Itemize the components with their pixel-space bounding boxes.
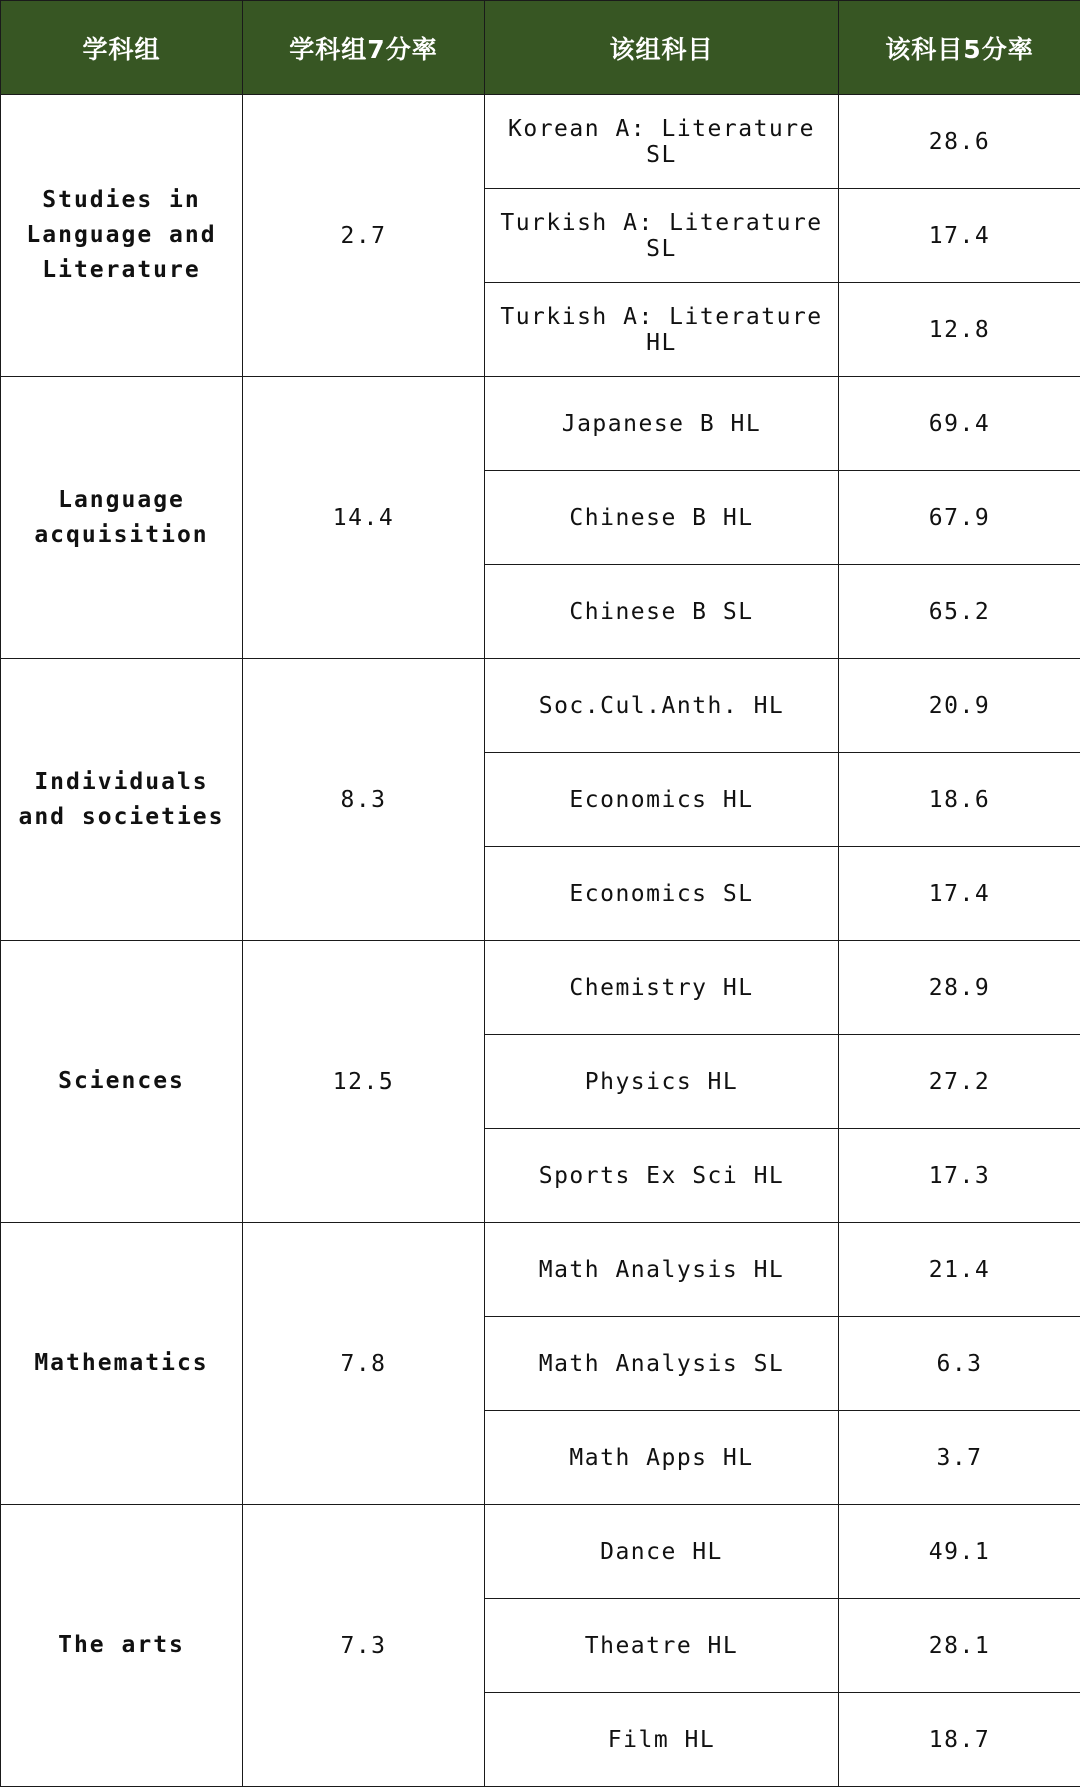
subject-rate: 21.4 bbox=[839, 1223, 1080, 1317]
header-group-rate: 学科组7分率 bbox=[243, 1, 485, 95]
subject-rate: 65.2 bbox=[839, 565, 1080, 659]
subject-name: Physics HL bbox=[485, 1035, 839, 1129]
group-rate: 7.3 bbox=[243, 1505, 485, 1787]
header-subject: 该组科目 bbox=[485, 1, 839, 95]
table-row bbox=[1, 1505, 1080, 1599]
subject-rate: 28.1 bbox=[839, 1599, 1080, 1693]
subject-rate: 69.4 bbox=[839, 377, 1080, 471]
subject-name: Math Apps HL bbox=[485, 1411, 839, 1505]
subject-name: Chemistry HL bbox=[485, 941, 839, 1035]
subject-name: Math Analysis SL bbox=[485, 1317, 839, 1411]
group-rate: 12.5 bbox=[243, 941, 485, 1223]
subject-name: Turkish A: Literature HL bbox=[485, 283, 839, 377]
table-row bbox=[1, 95, 1080, 189]
header-subject-rate: 该科目5分率 bbox=[839, 1, 1080, 95]
subject-rate: 18.7 bbox=[839, 1693, 1080, 1787]
group-name: Individuals and societies bbox=[1, 659, 243, 941]
table-row bbox=[1, 941, 1080, 1035]
subject-rate: 27.2 bbox=[839, 1035, 1080, 1129]
group-name: The arts bbox=[1, 1505, 243, 1787]
subject-name: Korean A: Literature SL bbox=[485, 95, 839, 189]
subject-name: Dance HL bbox=[485, 1505, 839, 1599]
header-row bbox=[1, 1, 1080, 95]
table-row bbox=[1, 1223, 1080, 1317]
group-rate: 2.7 bbox=[243, 95, 485, 377]
subject-name: Economics HL bbox=[485, 753, 839, 847]
group-name: Mathematics bbox=[1, 1223, 243, 1505]
subject-rate: 18.6 bbox=[839, 753, 1080, 847]
group-rate: 7.8 bbox=[243, 1223, 485, 1505]
subject-rate: 28.9 bbox=[839, 941, 1080, 1035]
group-name: Sciences bbox=[1, 941, 243, 1223]
subject-name: Theatre HL bbox=[485, 1599, 839, 1693]
table-row bbox=[1, 659, 1080, 753]
subject-name: Sports Ex Sci HL bbox=[485, 1129, 839, 1223]
subject-rate: 49.1 bbox=[839, 1505, 1080, 1599]
subject-name: Chinese B HL bbox=[485, 471, 839, 565]
subject-name: Japanese B HL bbox=[485, 377, 839, 471]
subject-rate: 17.4 bbox=[839, 847, 1080, 941]
group-name: Language acquisition bbox=[1, 377, 243, 659]
subject-rate: 67.9 bbox=[839, 471, 1080, 565]
table-row bbox=[1, 377, 1080, 471]
subject-rate: 20.9 bbox=[839, 659, 1080, 753]
subject-rate: 17.4 bbox=[839, 189, 1080, 283]
subject-rate: 6.3 bbox=[839, 1317, 1080, 1411]
subject-name: Chinese B SL bbox=[485, 565, 839, 659]
subject-name: Soc.Cul.Anth. HL bbox=[485, 659, 839, 753]
subject-name: Turkish A: Literature SL bbox=[485, 189, 839, 283]
group-rate: 8.3 bbox=[243, 659, 485, 941]
subject-rate: 28.6 bbox=[839, 95, 1080, 189]
subject-name: Film HL bbox=[485, 1693, 839, 1787]
subject-rate: 3.7 bbox=[839, 1411, 1080, 1505]
header-group: 学科组 bbox=[1, 1, 243, 95]
subject-rate: 12.8 bbox=[839, 283, 1080, 377]
subject-name: Economics SL bbox=[485, 847, 839, 941]
group-rate: 14.4 bbox=[243, 377, 485, 659]
subject-name: Math Analysis HL bbox=[485, 1223, 839, 1317]
group-name: Studies in Language and Literature bbox=[1, 95, 243, 377]
subject-rate: 17.3 bbox=[839, 1129, 1080, 1223]
